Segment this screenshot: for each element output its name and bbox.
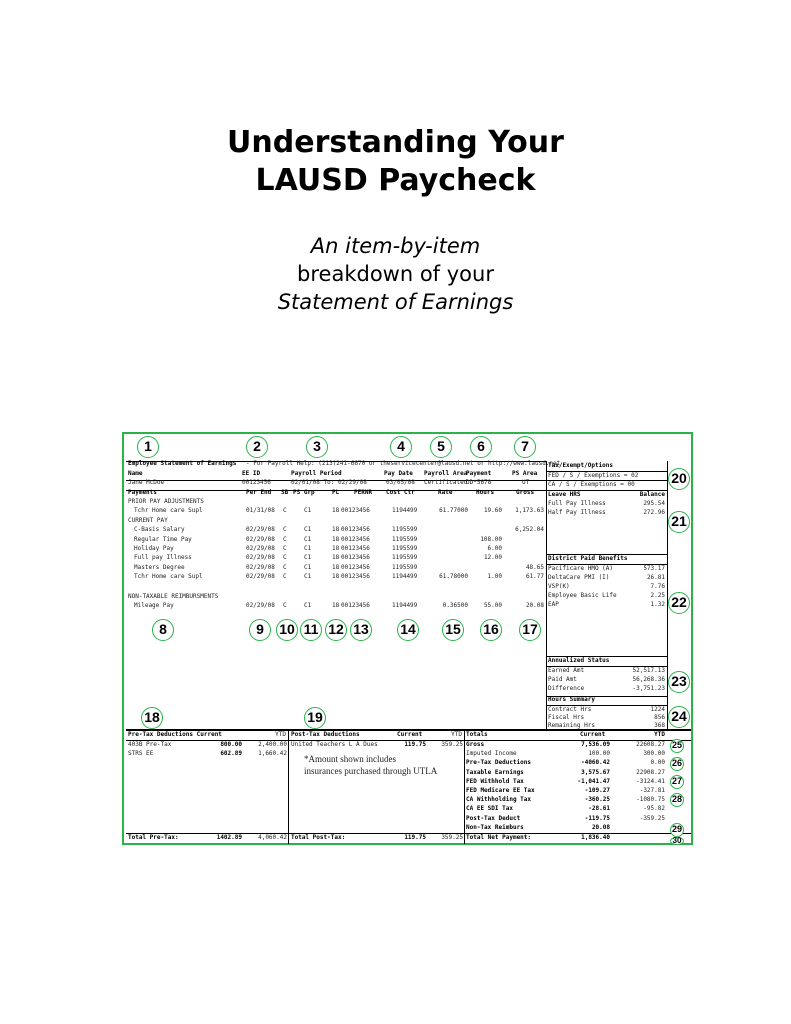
col-hours: Hours <box>476 489 495 496</box>
pretax-ytd: 2,400.00 <box>258 741 287 748</box>
posttax-total-label: Total Post-Tax: <box>291 834 346 841</box>
hours-value: 368 <box>654 722 665 729</box>
row-ps-grp: C1 <box>304 507 312 514</box>
col-payroll-area: Payroll Area <box>424 470 468 477</box>
posttax-title: Post-Tax Deductions <box>291 731 360 738</box>
callout-marker: 7 <box>514 436 536 458</box>
subtitle-line-1: An item-by-item <box>310 234 481 258</box>
row-hours: 1.00 <box>487 573 502 580</box>
hours-label: Fiscal Hrs <box>548 714 585 721</box>
posttax-total-current: 119.75 <box>404 834 426 841</box>
totals-current: -119.75 <box>584 814 610 822</box>
fed-exemptions: FED / S / Exemptions = 02 <box>548 472 639 479</box>
totals-current: 7,536.09 <box>581 741 610 748</box>
totals-ytd: -95.82 <box>643 805 665 813</box>
row-rate: 0.36500 <box>442 602 468 609</box>
annualized-label: Earned Amt <box>548 667 585 674</box>
col-pernr: PERNR <box>354 489 373 496</box>
row-per-end: 02/29/08 <box>246 564 275 571</box>
row-hours: 12.00 <box>483 554 502 561</box>
callout-marker: 10 <box>276 619 298 641</box>
callout-marker: 25 <box>670 739 684 753</box>
posttax-ytd-header: YTD <box>451 731 462 738</box>
payroll-area: Certificated <box>424 479 468 486</box>
divider <box>288 730 289 844</box>
divider <box>464 730 465 844</box>
totals-current: -360.25 <box>584 796 610 804</box>
row-ps-grp: C1 <box>304 602 312 609</box>
col-cost-ctr: Cost Ctr <box>386 489 415 496</box>
row-sb: C <box>283 545 287 552</box>
row-gross: 48.65 <box>525 564 544 571</box>
title-line-1: Understanding Your <box>227 125 564 160</box>
pretax-total-ytd: 4,060.42 <box>258 834 287 841</box>
totals-label: Post-Tax Deduct <box>466 814 521 822</box>
row-label: Holiday Pay <box>134 545 174 552</box>
hours-label: Remaining Hrs <box>548 722 595 729</box>
callout-marker: 16 <box>480 619 502 641</box>
callout-marker: 19 <box>304 707 326 729</box>
col-ps-area: PS Area <box>512 470 538 477</box>
row-ps-grp: C1 <box>304 536 312 543</box>
totals-label: FED Medicare EE Tax <box>466 787 535 794</box>
row-per-end: 02/29/08 <box>246 536 275 543</box>
annualized-label: Difference <box>548 685 585 692</box>
col-payments: Payments <box>128 489 157 496</box>
row-ps-grp: C1 <box>304 545 312 552</box>
row-pl: 18 <box>332 564 340 571</box>
row-pernr: 00123456 <box>341 507 370 514</box>
callout-marker: 28 <box>670 793 684 807</box>
totals-current: -4060.42 <box>581 759 610 767</box>
totals-current-header: Current <box>580 731 606 738</box>
statement-header-title: Employee Statement of Earnings <box>128 460 237 467</box>
callout-marker: 13 <box>350 619 372 641</box>
row-pl: 18 <box>332 554 340 561</box>
benefits-title: District Paid Benefits <box>548 555 628 562</box>
row-pl: 18 <box>332 602 340 609</box>
totals-ytd: 22608.27 <box>636 741 665 748</box>
row-pernr: 00123456 <box>341 573 370 580</box>
net-payment-value: 1,836.40 <box>581 834 610 841</box>
callout-marker: 15 <box>442 619 464 641</box>
col-per-end: Per End <box>246 489 272 496</box>
divider <box>546 461 547 729</box>
ps-area: UT <box>522 479 530 486</box>
col-rate: Rate <box>438 489 453 496</box>
totals-ytd: -327.81 <box>639 787 665 794</box>
net-payment-label: Total Net Payment: <box>466 834 532 841</box>
col-name: Name <box>128 470 143 477</box>
callout-marker: 9 <box>249 619 271 641</box>
posttax-ytd: 359.25 <box>441 741 463 748</box>
totals-current: -109.27 <box>584 787 610 794</box>
row-pernr: 00123456 <box>341 564 370 571</box>
row-per-end: 02/29/08 <box>246 554 275 561</box>
row-label: Masters Degree <box>134 564 185 571</box>
callout-marker: 24 <box>668 706 690 728</box>
benefit-label: Employee Basic Life <box>548 592 617 599</box>
row-ps-grp: C1 <box>304 564 312 571</box>
hours-value: 1224 <box>650 706 665 713</box>
row-gross: 1,173.63 <box>515 507 544 514</box>
row-label: Full pay Illness <box>134 554 192 561</box>
leave-full-pay-value: 295.54 <box>643 500 665 507</box>
row-hours: 108.00 <box>480 536 502 543</box>
totals-label: Non-Tax Reimburs <box>466 823 524 831</box>
row-pl: 18 <box>332 536 340 543</box>
row-gross: 61.77 <box>525 573 544 580</box>
row-pl: 18 <box>332 573 340 580</box>
row-label: Tchr Home care Supl <box>134 573 203 580</box>
pretax-title: Pre-Tax Deductions Current <box>128 731 222 738</box>
row-sb: C <box>283 564 287 571</box>
row-per-end: 02/29/08 <box>246 545 275 552</box>
pretax-total-label: Total Pre-Tax: <box>128 834 179 841</box>
row-per-end: 02/29/08 <box>246 573 275 580</box>
row-pl: 18 <box>332 545 340 552</box>
callout-marker: 23 <box>668 671 690 693</box>
callout-marker: 26 <box>670 757 684 771</box>
posttax-current: 119.75 <box>404 741 426 748</box>
totals-ytd: 22908.27 <box>636 768 665 776</box>
pretax-current: 602.89 <box>220 750 242 757</box>
totals-label: FED Withhold Tax <box>466 777 524 785</box>
callout-marker: 27 <box>670 775 684 789</box>
hours-value: 856 <box>654 714 665 721</box>
annualized-value: 52,517.13 <box>632 667 665 674</box>
callout-marker: 5 <box>430 436 452 458</box>
leave-hours-title: Leave HRS <box>548 491 581 498</box>
leave-balance-header: Balance <box>639 491 665 498</box>
pretax-current: 800.00 <box>220 741 242 748</box>
totals-label: Gross <box>466 741 485 748</box>
totals-current: 20.08 <box>591 823 610 831</box>
row-label: Tchr Home care Supl <box>134 507 203 514</box>
callout-marker: 12 <box>325 619 347 641</box>
leave-full-pay-label: Full Pay Illness <box>548 500 606 507</box>
row-ps-grp: C1 <box>304 554 312 561</box>
leave-half-pay-value: 272.96 <box>643 509 665 516</box>
pretax-ytd-header: YTD <box>275 731 286 738</box>
row-gross: 20.08 <box>525 602 544 609</box>
employee-id: 00123456 <box>242 479 271 486</box>
benefit-value: 7.76 <box>650 583 665 590</box>
row-cost-ctr: 1195599 <box>392 536 418 543</box>
annualized-title: Annualized Status <box>548 657 610 664</box>
row-cost-ctr: 1195599 <box>392 526 418 533</box>
payroll-period: 02/01/08 To: 02/29/08 <box>291 479 367 486</box>
callout-marker: 30 <box>670 837 684 845</box>
row-sb: C <box>283 536 287 543</box>
col-gross: Gross <box>516 489 535 496</box>
hours-summary-title: Hours Summary <box>548 696 595 703</box>
posttax-total-ytd: 359.25 <box>441 834 463 841</box>
totals-ytd: 300.00 <box>643 750 665 758</box>
callout-marker: 1 <box>137 436 159 458</box>
row-cost-ctr: 1195599 <box>392 564 418 571</box>
totals-ytd: 0.00 <box>650 759 665 767</box>
section-nontaxable: NON-TAXABLE REIMBURSMENTS <box>128 593 219 600</box>
annualized-value: -3,751.23 <box>632 685 665 692</box>
row-cost-ctr: 1194499 <box>392 507 418 514</box>
callout-marker: 22 <box>668 592 690 614</box>
col-ee-id: EE ID <box>242 470 261 477</box>
col-pl: PL <box>332 489 340 496</box>
row-rate: 61.78000 <box>439 573 468 580</box>
callout-marker: 14 <box>397 619 419 641</box>
row-hours: 19.60 <box>483 507 502 514</box>
row-per-end: 02/29/08 <box>246 526 275 533</box>
row-label: C-Basis Salary <box>134 526 185 533</box>
row-hours: 55.00 <box>483 602 502 609</box>
col-payroll-period: Payroll Period <box>291 470 342 477</box>
annualized-label: Paid Amt <box>548 676 577 683</box>
row-pernr: 00123456 <box>341 526 370 533</box>
hours-label: Contract Hrs <box>548 706 592 713</box>
subtitle-line-3: Statement of Earnings <box>277 290 514 314</box>
row-sb: C <box>283 526 287 533</box>
row-cost-ctr: 1194499 <box>392 602 418 609</box>
callout-marker: 11 <box>300 619 322 641</box>
payment-method: DD*5678 <box>466 479 492 486</box>
pay-date: 03/05/08 <box>386 479 415 486</box>
totals-ytd: -3124.41 <box>636 777 665 785</box>
callout-marker: 18 <box>141 707 163 729</box>
totals-title: Totals <box>466 731 488 738</box>
section-current-pay: CURRENT PAY <box>128 517 168 524</box>
row-gross: 6,252.04 <box>515 526 544 533</box>
posttax-current-header: Current <box>397 731 423 738</box>
callout-marker: 4 <box>390 436 412 458</box>
row-sb: C <box>283 602 287 609</box>
row-sb: C <box>283 573 287 580</box>
callout-marker: 3 <box>306 436 328 458</box>
row-pernr: 00123456 <box>341 602 370 609</box>
row-sb: C <box>283 554 287 561</box>
benefit-label: Pacificare HMO (A) <box>548 565 614 572</box>
callout-marker: 8 <box>152 619 174 641</box>
row-cost-ctr: 1195599 <box>392 545 418 552</box>
callout-marker: 6 <box>470 436 492 458</box>
row-ps-grp: C1 <box>304 573 312 580</box>
totals-label: CA Withholding Tax <box>466 796 532 804</box>
benefit-label: EAP <box>548 601 559 608</box>
row-ps-grp: C1 <box>304 526 312 533</box>
ca-exemptions: CA / S / Exemptions = 00 <box>548 481 635 488</box>
row-pl: 18 <box>332 526 340 533</box>
totals-current: -1,041.47 <box>577 777 610 785</box>
callout-marker: 2 <box>246 436 268 458</box>
totals-label: CA EE SDI Tax <box>466 805 513 813</box>
totals-label: Imputed Income <box>466 750 517 758</box>
callout-marker: 29 <box>670 823 684 837</box>
totals-label: Pre-Tax Deductions <box>466 759 532 767</box>
totals-current: 100.00 <box>588 750 610 758</box>
benefit-label: DeltaCare PMI (I) <box>548 574 610 581</box>
annualized-value: 56,268.36 <box>632 676 665 683</box>
benefit-label: VSP(K) <box>548 583 570 590</box>
employee-name: Jane McDoe <box>128 479 165 486</box>
row-pernr: 00123456 <box>341 545 370 552</box>
pretax-total-current: 1402.89 <box>216 834 242 841</box>
title-line-2: LAUSD Paycheck <box>255 163 536 198</box>
row-per-end: 01/31/08 <box>246 507 275 514</box>
row-per-end: 02/29/08 <box>246 602 275 609</box>
col-pay-date: Pay Date <box>384 470 413 477</box>
benefit-value: 26.81 <box>646 574 665 581</box>
row-pernr: 00123456 <box>341 536 370 543</box>
totals-current: -28.61 <box>588 805 610 813</box>
benefit-value: 2.25 <box>650 592 665 599</box>
posttax-label: United Teachers L A Dues <box>291 741 378 748</box>
pretax-label: 403B Pre-Tax <box>128 741 172 748</box>
totals-current: 3,575.67 <box>581 768 610 776</box>
leave-half-pay-label: Half Pay Illness <box>548 509 606 516</box>
statement-of-earnings <box>122 432 693 845</box>
pretax-ytd: 1,660.42 <box>258 750 287 757</box>
statement-header-help: - For Payroll Help: (213)241-6670 or theservicecenter@lausd.net or http://www.lausd.net <box>246 460 561 467</box>
col-ps-grp: PS Grp <box>293 489 315 496</box>
row-pl: 18 <box>332 507 340 514</box>
col-payment: Payment <box>466 470 492 477</box>
row-cost-ctr: 1195599 <box>392 554 418 561</box>
row-pernr: 00123456 <box>341 554 370 561</box>
subtitle-line-2: breakdown of your <box>297 262 494 286</box>
tax-options-title: Tax/Exempt/Options <box>548 462 614 469</box>
row-rate: 61.77000 <box>439 507 468 514</box>
callout-marker: 17 <box>519 619 541 641</box>
callout-marker: 20 <box>668 468 690 490</box>
row-sb: C <box>283 507 287 514</box>
totals-ytd-header: YTD <box>654 731 665 738</box>
totals-label: Taxable Earnings <box>466 768 524 776</box>
row-label: Mileage Pay <box>134 602 174 609</box>
row-label: Regular Time Pay <box>134 536 192 543</box>
pretax-label: STRS EE <box>128 750 154 757</box>
col-sb: SB <box>281 489 289 496</box>
benefit-value: 1.32 <box>650 601 665 608</box>
section-prior-pay: PRIOR PAY ADJUSTMENTS <box>128 498 204 505</box>
row-cost-ctr: 1194499 <box>392 573 418 580</box>
row-hours: 6.00 <box>487 545 502 552</box>
utla-note-line-2: insurances purchased through UTLA <box>304 766 438 776</box>
totals-ytd: -359.25 <box>639 814 665 822</box>
utla-note-line-1: *Amount shown includes <box>304 754 396 764</box>
totals-ytd: -1080.75 <box>636 796 665 804</box>
divider <box>667 461 668 729</box>
benefit-value: 573.17 <box>643 565 665 572</box>
callout-marker: 21 <box>668 511 690 533</box>
